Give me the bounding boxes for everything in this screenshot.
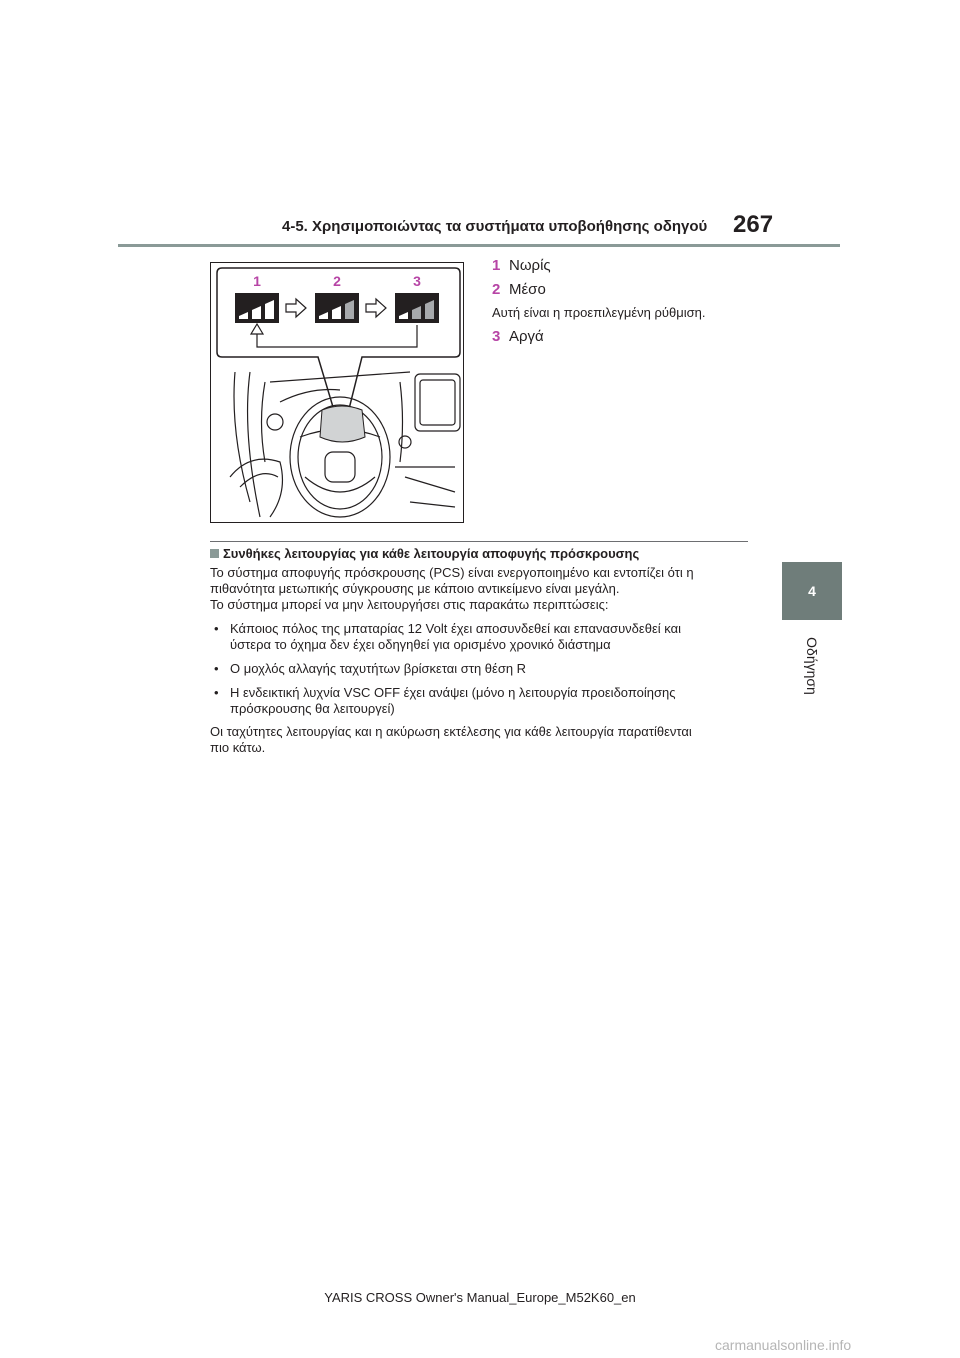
list-item-line: Κάποιος πόλος της μπαταρίας 12 Volt έχει αποσυνδεθεί και επανασυνδεθεί και	[230, 621, 681, 636]
option-number: 2	[492, 281, 501, 298]
outro-line: πιο κάτω.	[210, 740, 266, 755]
chapter-tab	[782, 562, 842, 620]
chapter-number: 4	[808, 583, 816, 599]
chapter-label	[782, 626, 842, 706]
list-item-line: Ο μοχλός αλλαγής ταχυτήτων βρίσκεται στη θέση R	[230, 661, 527, 676]
intro-line: Το σύστημα αποφυγής πρόσκρουσης (PCS) είναι ενεργοποιημένο και εντοπίζει ότι η	[210, 565, 694, 580]
list-item-line: πρόσκρουσης θα λειτουργεί)	[230, 701, 395, 716]
list-item-line: ύστερα το όχημα δεν έχει οδηγηθεί για ορισμένο χρονικό διάστημα	[230, 637, 611, 652]
intro-line: πιθανότητα μετωπικής σύγκρουσης με κάποιο αντικείμενο είναι μεγάλη.	[210, 581, 620, 596]
list-item	[214, 685, 744, 717]
section-heading	[210, 546, 639, 561]
option-label: Μέσο	[509, 281, 546, 298]
page-number: 267	[733, 211, 774, 238]
section-rule	[210, 541, 748, 542]
timing-setting-figure	[210, 262, 464, 523]
header-rule	[118, 244, 840, 247]
outro-line: Οι ταχύτητες λειτουργίας και η ακύρωση εκτέλεσης για κάθε λειτουργία παρατίθενται	[210, 724, 692, 739]
option-medium-note: Αυτή είναι η προεπιλεγμένη ρύθμιση.	[492, 305, 706, 320]
square-bullet-icon	[210, 549, 219, 558]
chapter-label-text: Οδήγηση	[804, 637, 820, 695]
option-number: 3	[492, 328, 501, 345]
intro-line: Το σύστημα μπορεί να μην λειτουργήσει στις παρακάτω περιπτώσεις:	[210, 597, 609, 612]
option-late	[492, 328, 544, 345]
figure-label-1: 1	[253, 273, 261, 289]
option-medium	[492, 281, 546, 298]
option-label: Αργά	[509, 328, 544, 345]
option-label: Νωρίς	[509, 257, 551, 274]
section-title: 4-5. Χρησιμοποιώντας τα συστήματα υποβοήθησης οδηγού	[282, 218, 708, 235]
footer-text: YARIS CROSS Owner's Manual_Europe_M52K60_en	[324, 1290, 636, 1305]
figure-label-2: 2	[333, 273, 341, 289]
list-item	[214, 661, 744, 677]
bullet-icon: •	[214, 661, 219, 676]
section-heading-text: Συνθήκες λειτουργίας για κάθε λειτουργία αποφυγής πρόσκρουσης	[223, 546, 640, 561]
watermark: carmanualsonline.info	[715, 1337, 852, 1353]
option-early	[492, 257, 551, 274]
list-item	[214, 621, 744, 653]
bullet-icon: •	[214, 685, 219, 700]
figure-label-3: 3	[413, 273, 421, 289]
list-item-line: Η ενδεικτική λυχνία VSC OFF έχει ανάψει (μόνο η λειτουργία προειδοποίησης	[230, 685, 676, 700]
option-number: 1	[492, 257, 501, 274]
bullet-icon: •	[214, 621, 219, 636]
